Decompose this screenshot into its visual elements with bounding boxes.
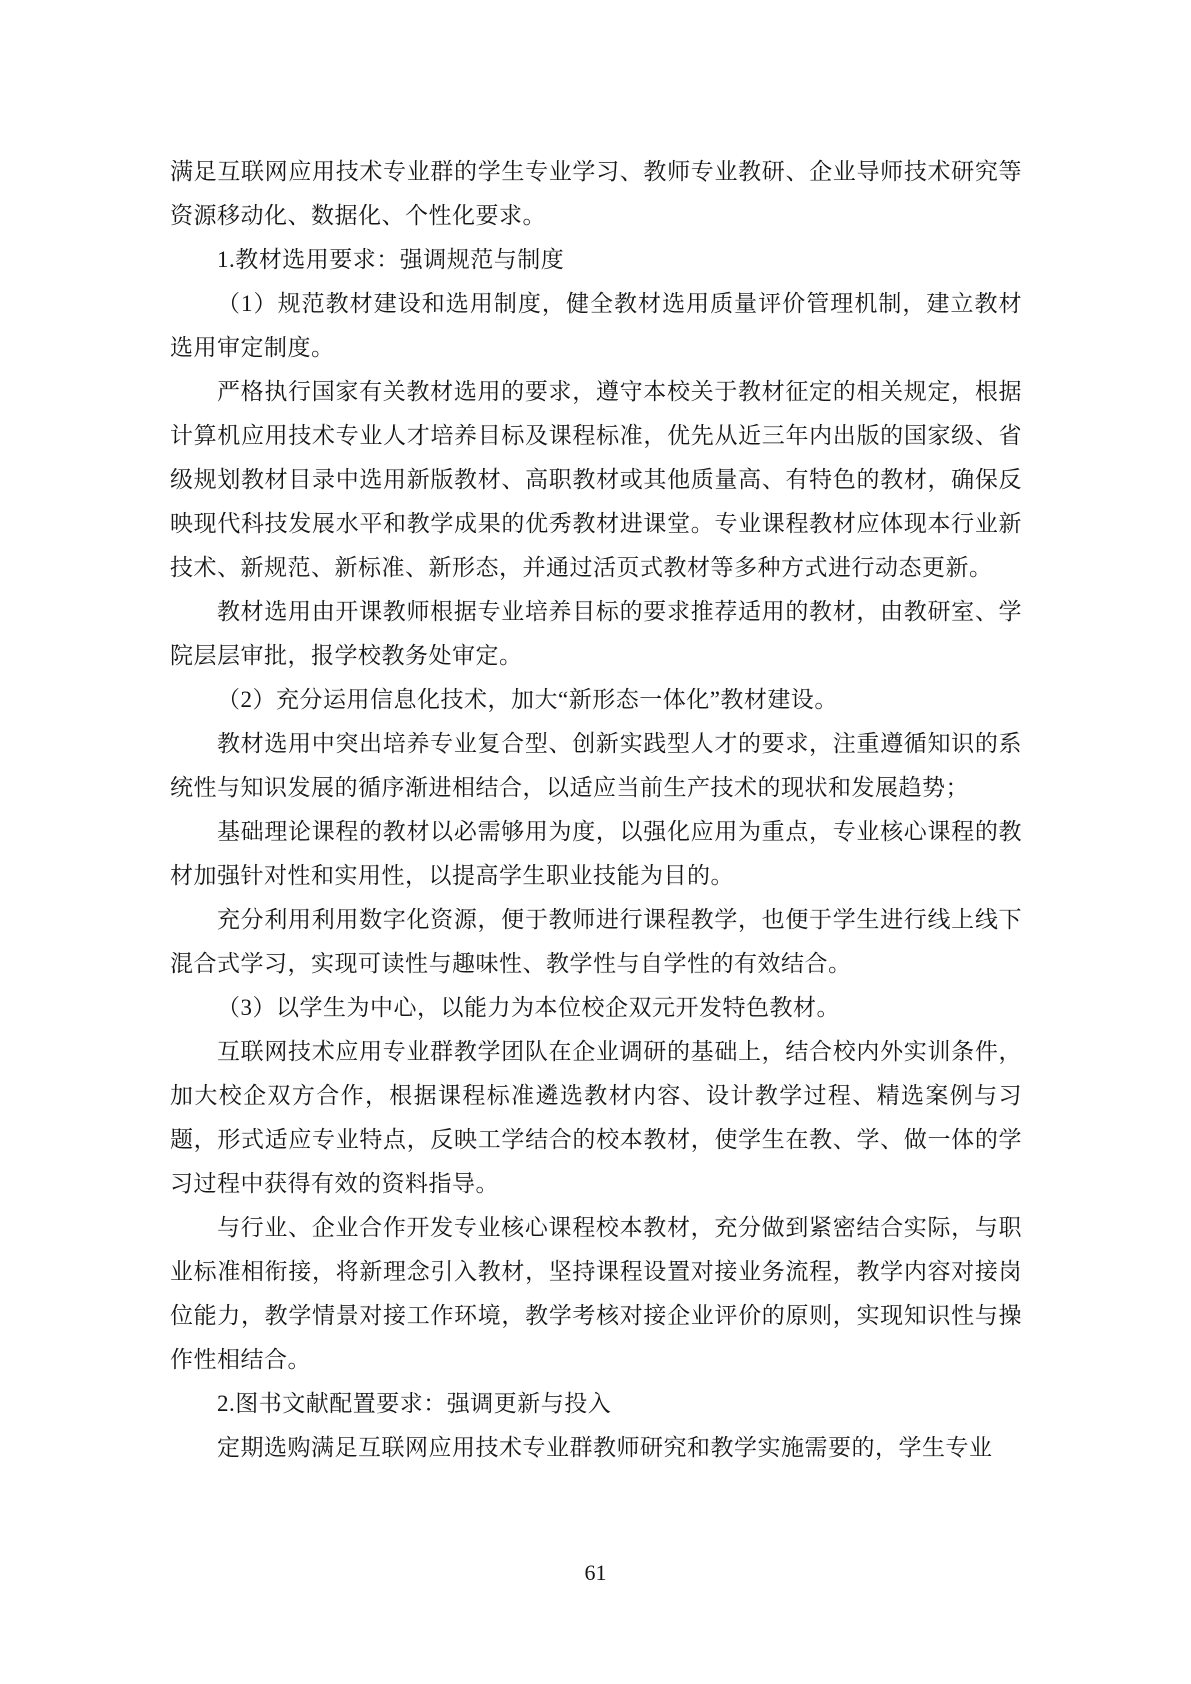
paragraph: 教材选用中突出培养专业复合型、创新实践型人才的要求，注重遵循知识的系统性与知识发展的循序渐进相结合，以适应当前生产技术的现状和发展趋势； — [170, 731, 1022, 800]
paragraph: 教材选用由开课教师根据专业培养目标的要求推荐适用的教材，由教研室、学院层层审批，报学校教务处审定。 — [170, 599, 1022, 668]
paragraph: （1）规范教材建设和选用制度，健全教材选用质量评价管理机制，建立教材选用审定制度。 — [170, 291, 1022, 360]
paragraph: 充分利用利用数字化资源，便于教师进行课程教学，也便于学生进行线上线下混合式学习，实现可读性与趣味性、教学性与自学性的有效结合。 — [170, 907, 1022, 976]
paragraph: 1.教材选用要求：强调规范与制度 — [217, 247, 565, 272]
paragraph: 严格执行国家有关教材选用的要求，遵守本校关于教材征定的相关规定，根据计算机应用技术专业人才培养目标及课程标准，优先从近三年内出版的国家级、省级规划教材目录中选用新版教材、高职教材或其他质量高、有特色的教材，确保反映现代科技发展水平和教学成果的优秀教材进课堂。专业课程教材应体现本行业新技术、新规范、新标准、新形态，并通过活页式教材等多种方式进行动态更新。 — [170, 379, 1022, 580]
document-body — [170, 150, 1022, 1470]
paragraph: （3）以学生为中心，以能力为本位校企双元开发特色教材。 — [217, 995, 840, 1020]
paragraph: 2.图书文献配置要求：强调更新与投入 — [217, 1391, 612, 1416]
paragraph: （2）充分运用信息化技术，加大“新形态一体化”教材建设。 — [217, 687, 838, 712]
paragraph: 满足互联网应用技术专业群的学生专业学习、教师专业教研、企业导师技术研究等资源移动化、数据化、个性化要求。 — [170, 159, 1022, 228]
paragraph: 与行业、企业合作开发专业核心课程校本教材，充分做到紧密结合实际，与职业标准相衔接，将新理念引入教材，坚持课程设置对接业务流程，教学内容对接岗位能力，教学情景对接工作环境，教学考核对接企业评价的原则，实现知识性与操作性相结合。 — [170, 1215, 1022, 1372]
paragraph: 基础理论课程的教材以必需够用为度，以强化应用为重点，专业核心课程的教材加强针对性和实用性，以提高学生职业技能为目的。 — [170, 819, 1022, 888]
paragraph: 互联网技术应用专业群教学团队在企业调研的基础上，结合校内外实训条件，加大校企双方合作，根据课程标准遴选教材内容、设计教学过程、精选案例与习题，形式适应专业特点，反映工学结合的校本教材，使学生在教、学、做一体的学习过程中获得有效的资料指导。 — [170, 1039, 1022, 1196]
paragraph: 定期选购满足互联网应用技术专业群教师研究和教学实施需要的，学生专业 — [217, 1435, 993, 1460]
page-number: 61 — [584, 1560, 607, 1585]
